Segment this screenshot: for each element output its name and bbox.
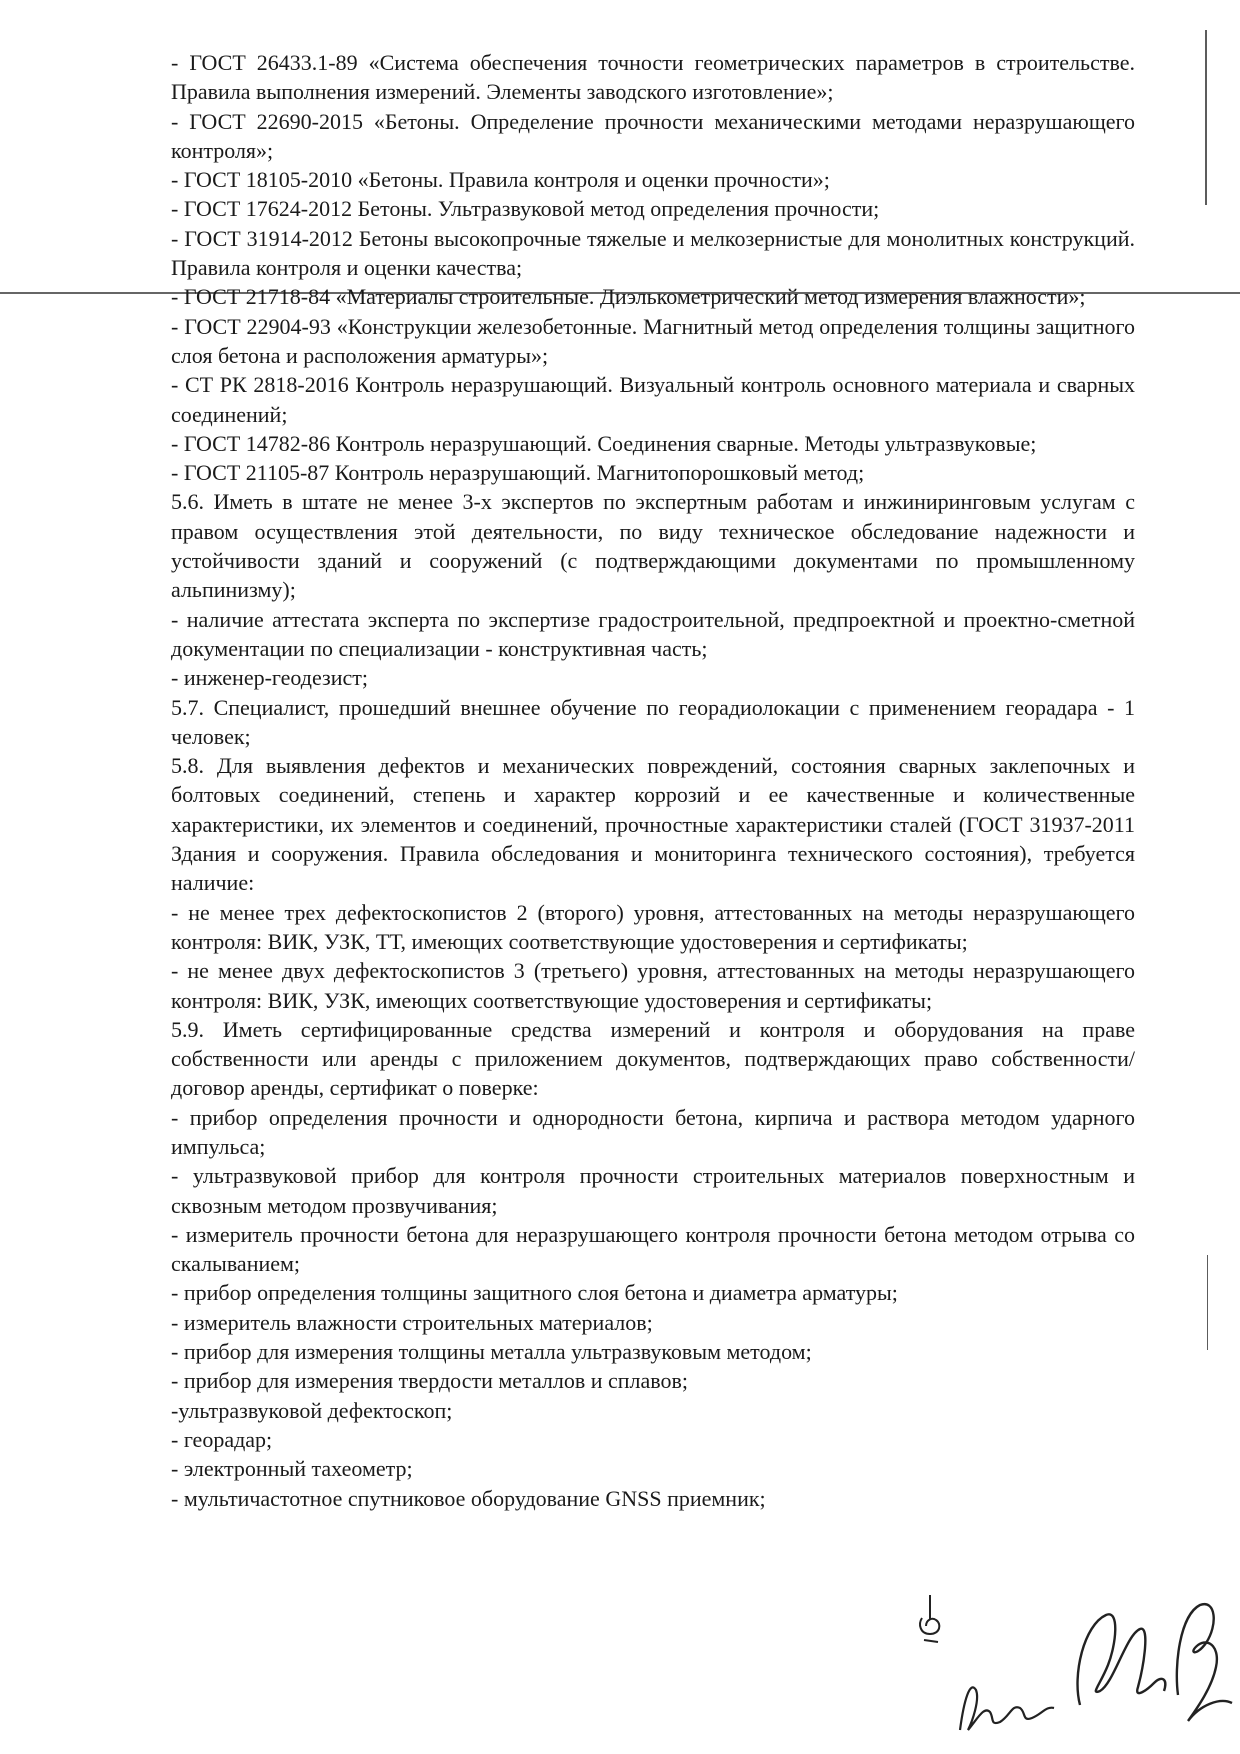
list-item: - ГОСТ 21718-84 «Материалы строительные. Диэлькометрический метод измерения влажности»; [171, 284, 1086, 310]
list-item: - не менее двух дефектоскопистов 3 (третьего) уровня, аттестованных на методы неразрушающего контроля: ВИК, УЗК, имеющих соответствующие удостоверения и сертификаты; [171, 958, 1135, 1013]
list-item: - ГОСТ 22690-2015 «Бетоны. Определение прочности механическими методами неразрушающего контроля»; [171, 108, 1135, 163]
list-item: - инженер-геодезист; [171, 665, 368, 691]
list-item: - наличие аттестата эксперта по экспертизе градостроительной, предпроектной и проектно-сметной документации по специализации - конструктивная часть; [171, 606, 1135, 661]
list-item: - измеритель влажности строительных материалов; [171, 1309, 653, 1335]
list-item: - прибор для измерения твердости металлов и сплавов; [171, 1368, 689, 1394]
list-item: - ГОСТ 22904-93 «Конструкции железобетонные. Магнитный метод определения толщины защитного слоя бетона и расположения арматуры»; [171, 313, 1135, 368]
list-item: - ГОСТ 26433.1-89 «Система обеспечения точности геометрических параметров в строительстве. Правила выполнения измерений. Элементы заводского изготовление»; [171, 50, 1135, 105]
section-paragraph: 5.8. Для выявления дефектов и механических повреждений, состояния сварных заклепочных и болтовых соединений, степень и характер коррозий и ее качественные и количественные характеристики, их элементов и соединений, прочностные характеристики сталей (ГОСТ 31937-2011 Здания и сооружения. Правила обследования и мониторинга технического состояния), требуется наличие: [171, 753, 1135, 896]
list-item: -ультразвуковой дефектоскоп; [171, 1397, 453, 1423]
list-item: - ГОСТ 21105-87 Контроль неразрушающий. Магнитопорошковый метод; [171, 460, 865, 486]
list-item: - прибор определения толщины защитного слоя бетона и диаметра арматуры; [171, 1280, 898, 1306]
section-paragraph: 5.7. Специалист, прошедший внешнее обучение по георадиолокации с применением георадара - 1 человек; [171, 694, 1135, 749]
scan-edge-mark [1207, 1255, 1208, 1350]
document-body [171, 48, 1135, 1513]
signature-large [1060, 1595, 1240, 1735]
signature-middle [950, 1660, 1060, 1740]
list-item: - мультичастотное спутниковое оборудование GNSS приемник; [171, 1485, 766, 1511]
list-item: - ГОСТ 17624-2012 Бетоны. Ультразвуковой метод определения прочности; [171, 196, 880, 222]
list-item: - измеритель прочности бетона для неразрушающего контроля прочности бетона методом отрыва со скалыванием; [171, 1221, 1135, 1277]
list-item: - ультразвуковой прибор для контроля прочности строительных материалов поверхностным и сквозным методом прозвучивания; [171, 1163, 1135, 1218]
list-item: - СТ РК 2818-2016 Контроль неразрушающий. Визуальный контроль основного материала и сварных соединений; [171, 372, 1135, 427]
list-item: - ГОСТ 14782-86 Контроль неразрушающий. Соединения сварные. Методы ультразвуковые; [171, 430, 1037, 456]
list-item: - прибор определения прочности и однородности бетона, кирпича и раствора методом ударного импульса; [171, 1104, 1135, 1159]
list-item: - ГОСТ 18105-2010 «Бетоны. Правила контроля и оценки прочности»; [171, 167, 830, 193]
list-item: - прибор для измерения толщины металла ультразвуковым методом; [171, 1339, 812, 1365]
section-paragraph: 5.9. Иметь сертифицированные средства измерений и контроля и оборудования на праве собственности или аренды с приложением документов, подтверждающих право собственности/договор аренды, сертификат о поверке: [171, 1016, 1135, 1101]
list-item: - ГОСТ 31914-2012 Бетоны высокопрочные тяжелые и мелкозернистые для монолитных конструкций. Правила контроля и оценки качества; [171, 225, 1135, 281]
list-item: - не менее трех дефектоскопистов 2 (второго) уровня, аттестованных на методы неразрушающего контроля: ВИК, УЗК, ТТ, имеющих соответствующие удостоверения и сертификаты; [171, 899, 1135, 954]
section-paragraph: 5.6. Иметь в штате не менее 3-х экспертов по экспертным работам и инжиниринговым услугам с правом осуществления этой деятельности, по виду техническое обследование надежности и устойчивости зданий и сооружений (с подтверждающими документами по промышленному альпинизму); [171, 489, 1135, 603]
scan-edge-mark [1205, 30, 1207, 205]
list-item: - электронный тахеометр; [171, 1456, 413, 1482]
list-item: - георадар; [171, 1426, 273, 1452]
